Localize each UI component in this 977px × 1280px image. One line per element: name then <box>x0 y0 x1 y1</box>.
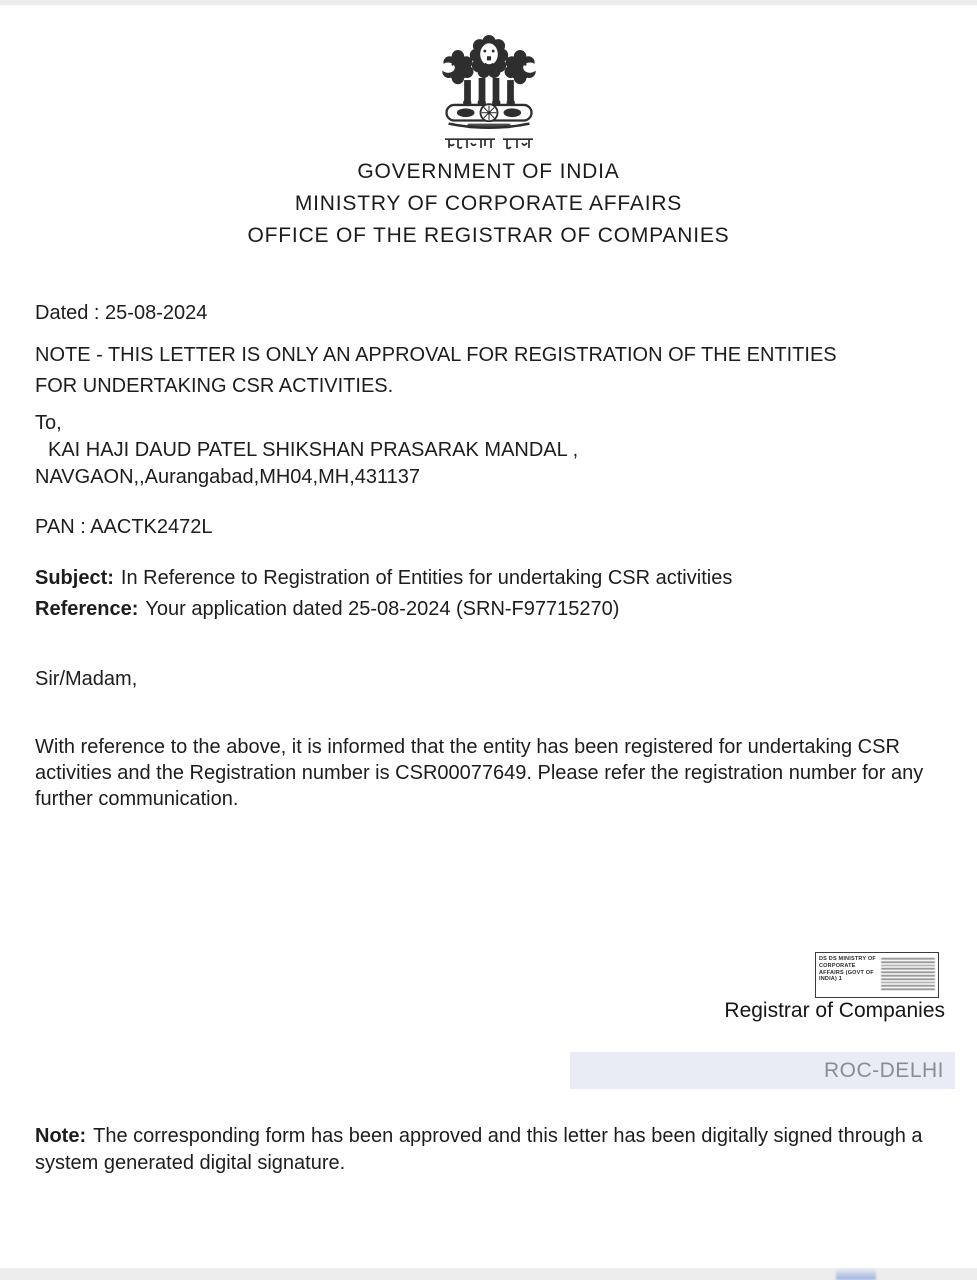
stamp-signature-details <box>881 958 935 992</box>
footer-note <box>35 1123 940 1177</box>
digital-signature-stamp <box>815 952 939 998</box>
subject-text: In Reference to Registration of Entities for undertaking CSR activities <box>120 567 733 589</box>
reference-label: Reference: <box>35 598 139 620</box>
header-ministry-line: MINISTRY OF CORPORATE AFFAIRS <box>294 192 683 215</box>
approval-note-caps: NOTE - THIS LETTER IS ONLY AN APPROVAL FOR REGISTRATION OF THE ENTITIES FOR UNDERTAKING CSR ACTIVITIES. <box>35 344 837 397</box>
emblem-motto <box>443 136 535 151</box>
india-emblem-icon <box>432 26 546 130</box>
subject-label: Subject: <box>35 567 114 589</box>
body-paragraph: With reference to the above, it is informed that the entity has been registered for undertaking CSR activities and the Registration number is CSR00077649. Please refer the registration number for any further communication. <box>35 736 924 810</box>
bottom-edge-strip <box>0 1268 977 1280</box>
dated-line: Dated : 25-08-2024 <box>35 302 208 324</box>
recipient-name: KAI HAJI DAUD PATEL SHIKSHAN PRASARAK MANDAL , <box>48 439 579 461</box>
reference-text: Your application dated 25-08-2024 (SRN-F97715270) <box>145 598 620 620</box>
reference-line <box>35 596 619 622</box>
stamp-signer-text: DS DS MINISTRY OF CORPORATE AFFAIRS (GOVT OF INDIA) 1 <box>819 956 876 983</box>
salutation: Sir/Madam, <box>35 668 138 690</box>
roc-office-value: ROC-DELHI <box>823 1059 944 1082</box>
footer-note-text: The corresponding form has been approved and this letter has been digitally signed through a system generated digital signature. <box>35 1125 923 1174</box>
pan-line: PAN : AACTK2472L <box>35 516 213 538</box>
to-label: To, <box>35 412 62 434</box>
top-edge-strip <box>0 0 977 5</box>
subject-line <box>35 565 732 591</box>
recipient-address: NAVGAON,,Aurangabad,MH04,MH,431137 <box>35 466 421 488</box>
header-office-line: OFFICE OF THE REGISTRAR OF COMPANIES <box>247 224 730 247</box>
bottom-blue-artifact <box>836 1269 876 1280</box>
registrar-of-companies: Registrar of Companies <box>724 999 945 1022</box>
roc-office-field <box>570 1052 955 1089</box>
header-government-line: GOVERNMENT OF INDIA <box>357 160 620 183</box>
footer-note-label: Note: <box>35 1125 87 1147</box>
